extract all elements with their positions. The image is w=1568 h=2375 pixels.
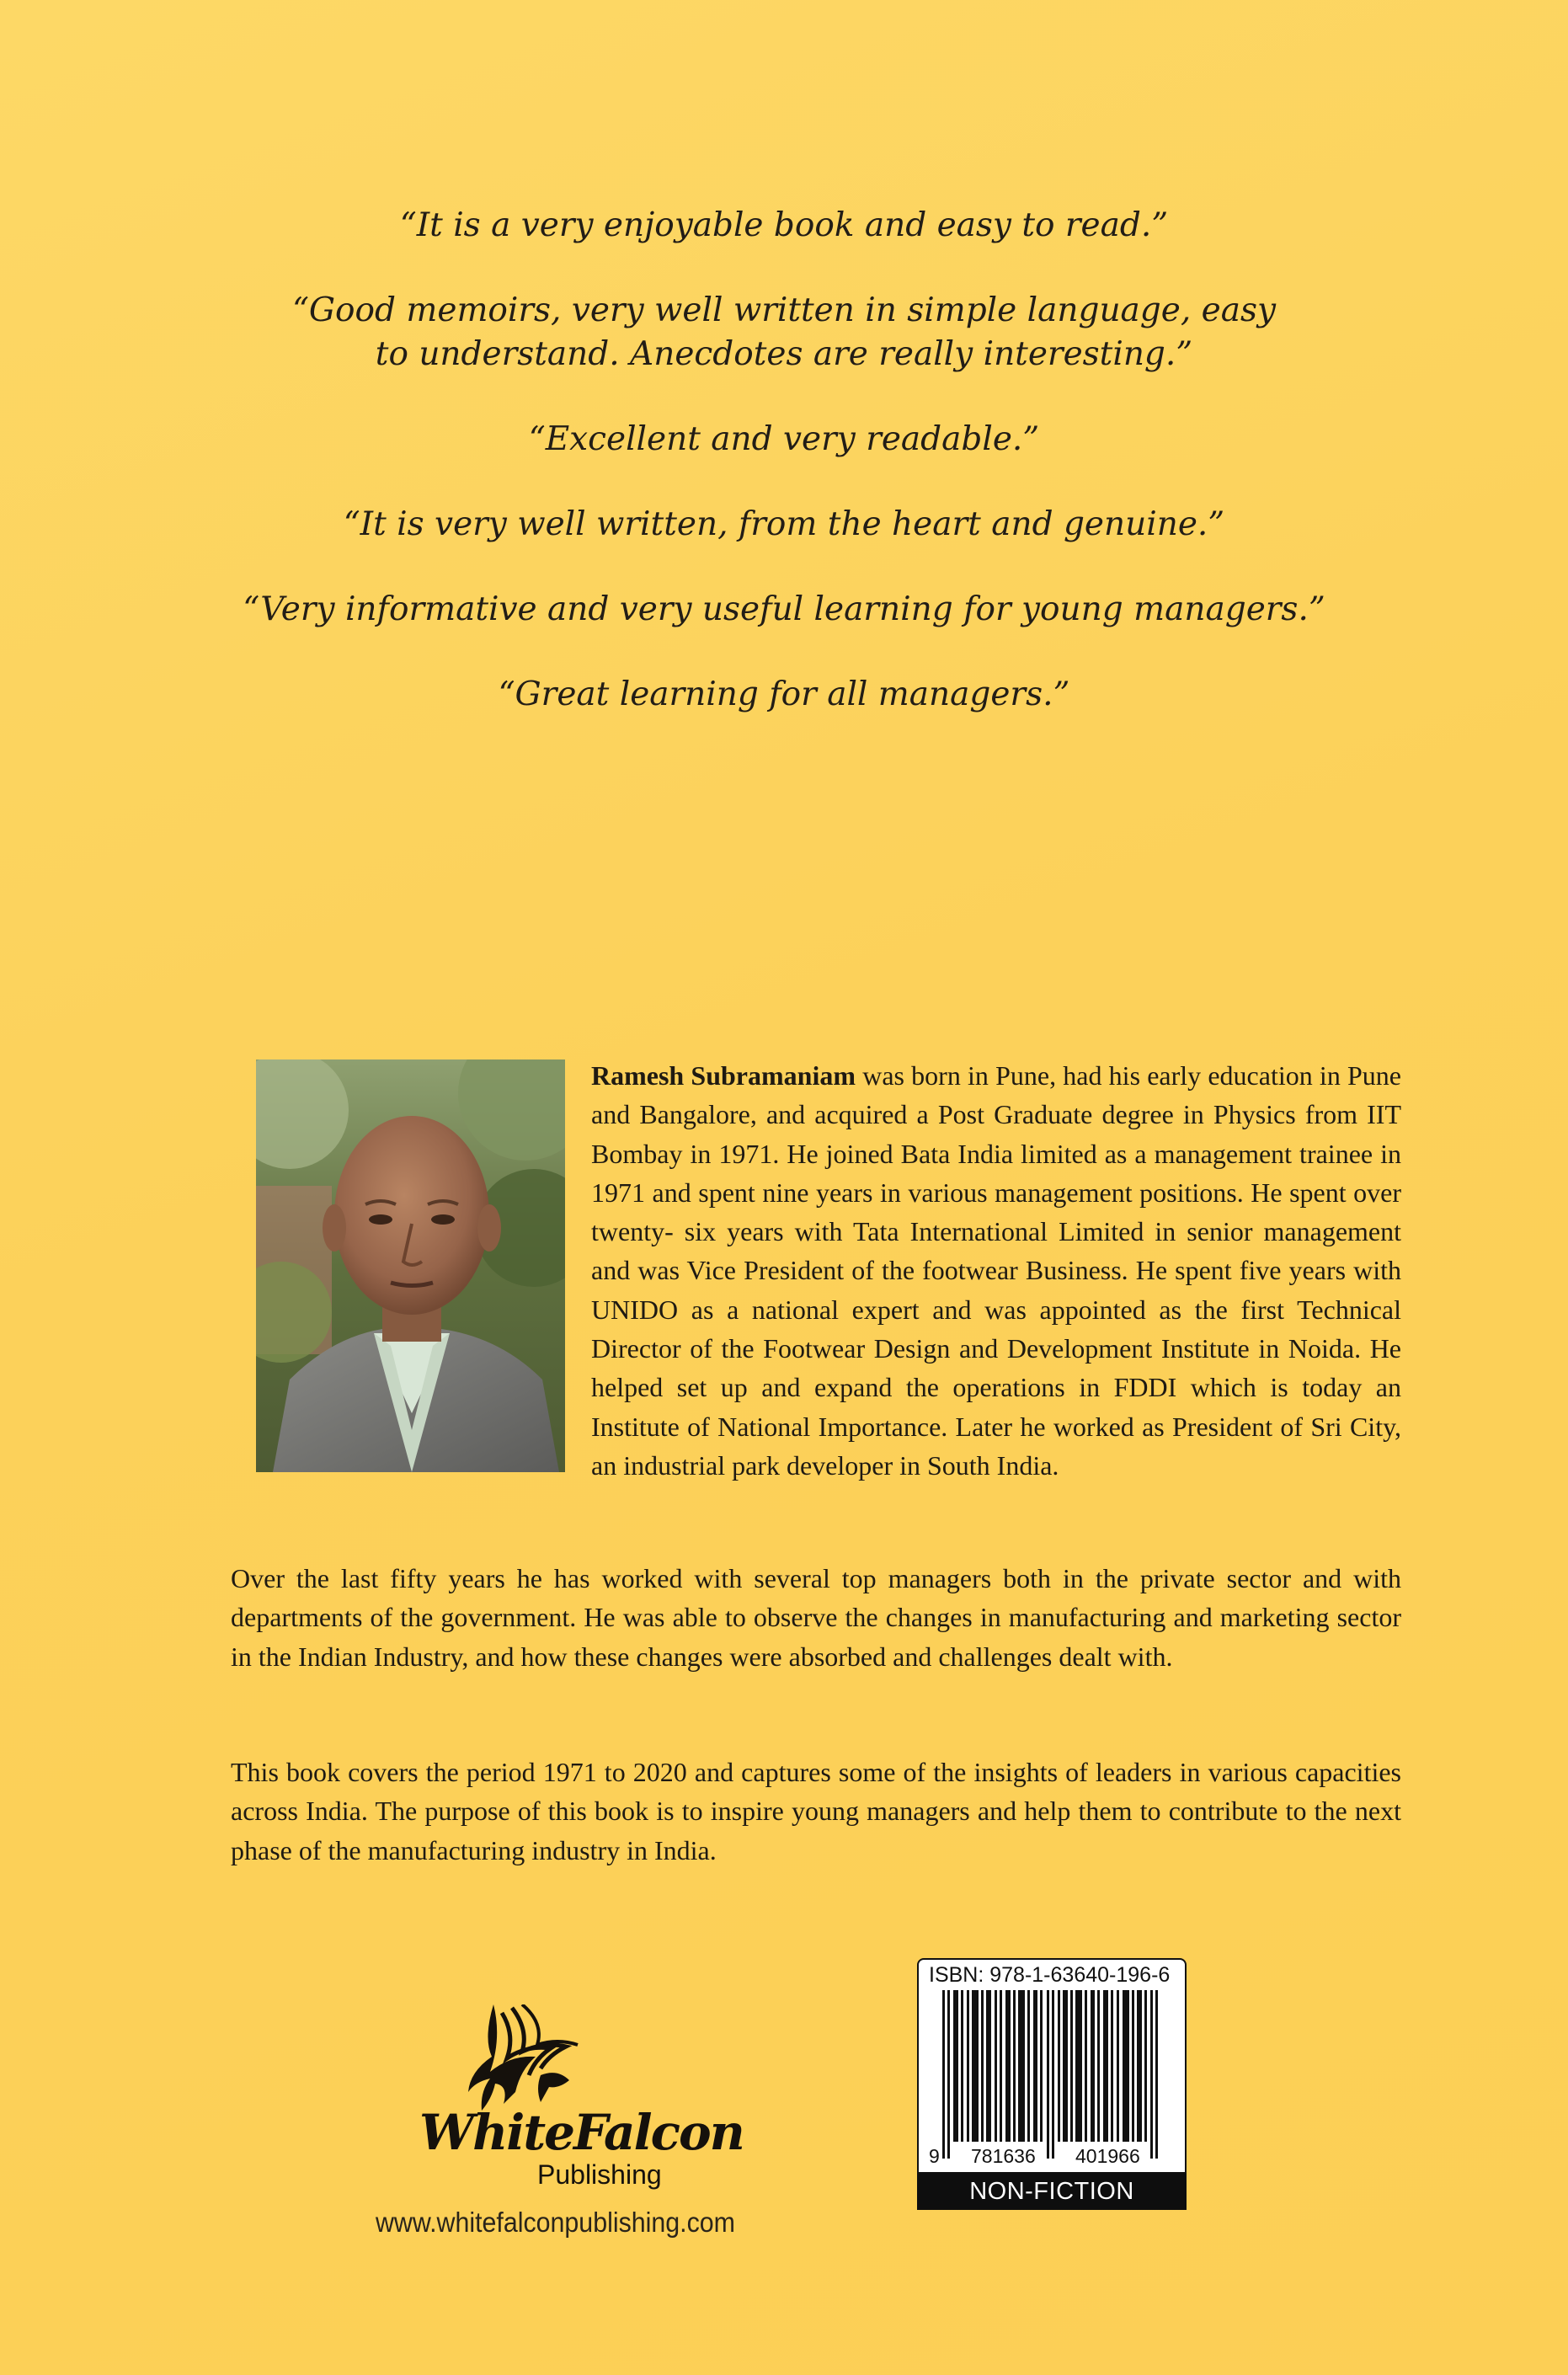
author-bio: [591, 1056, 1401, 1485]
review-quote: “Good memoirs, very well written in simple language, easy to understand. Anecdotes are really interesting.”: [291, 291, 1277, 373]
review-quote: “Great learning for all managers.”: [498, 675, 1070, 713]
barcode-digits-left: 781636: [971, 2145, 1036, 2167]
description-paragraph: This book covers the period 1971 to 2020 and captures some of the insights of leaders in various capacities across India. The purpose of this book is to inspire young managers and help them to contribute to the next phase of the manufacturing industry in India.: [231, 1757, 1401, 1865]
barcode-digits-right: 401966: [1075, 2145, 1140, 2167]
reviews-section: [0, 204, 1568, 758]
review-quote: “Excellent and very readable.”: [528, 420, 1040, 458]
author-bio-text: was born in Pune, had his early education in Pune and Bangalore, and acquired a Post Graduate degree in Physics from IIT Bombay in 1971. He joined Bata India limited as a management trainee in 1971 and spent nine years in various management positions. He spent over twenty- six years with Tata International Limited in senior management and was Vice President of the footwear Business. He spent five years with UNIDO as a national expert and was appointed as the first Technical Director of the Footwear Design and Development Institute in Noida. He helped set up and expand the operations in FDDI which is today an Institute of National Importance. Later he worked as President of Sri City, an industrial park developer in South India.: [591, 1060, 1402, 1481]
review-quote: “Very informative and very useful learning for young managers.”: [243, 590, 1325, 628]
review-quote: “It is very well written, from the heart and genuine.”: [343, 505, 1225, 543]
barcode-digit-first: 9: [929, 2145, 940, 2167]
author-photo: [256, 1059, 565, 1472]
publisher-website: www.whitefalconpublishing.com: [376, 2207, 735, 2238]
barcode-bars: [942, 1990, 1170, 2159]
isbn-label: ISBN: 978-1-63640-196-6: [929, 1963, 1171, 1987]
publisher-sub: Publishing: [537, 2159, 662, 2190]
description-paragraph: Over the last fifty years he has worked with several top managers both in the private sector and with departments of the government. He was able to observe the changes in manufacturing and marketing sector in the Indian Industry, and how these changes were absorbed and challenges dealt with.: [231, 1563, 1401, 1672]
publisher-name: WhiteFalcon: [419, 2104, 744, 2161]
author-name: Ramesh Subramaniam: [591, 1060, 856, 1091]
review-quote: “It is a very enjoyable book and easy to read.”: [399, 206, 1169, 244]
genre-label: NON-FICTION: [917, 2173, 1187, 2210]
publisher-logo: [409, 2004, 744, 2198]
isbn-barcode: [917, 1958, 1187, 2174]
